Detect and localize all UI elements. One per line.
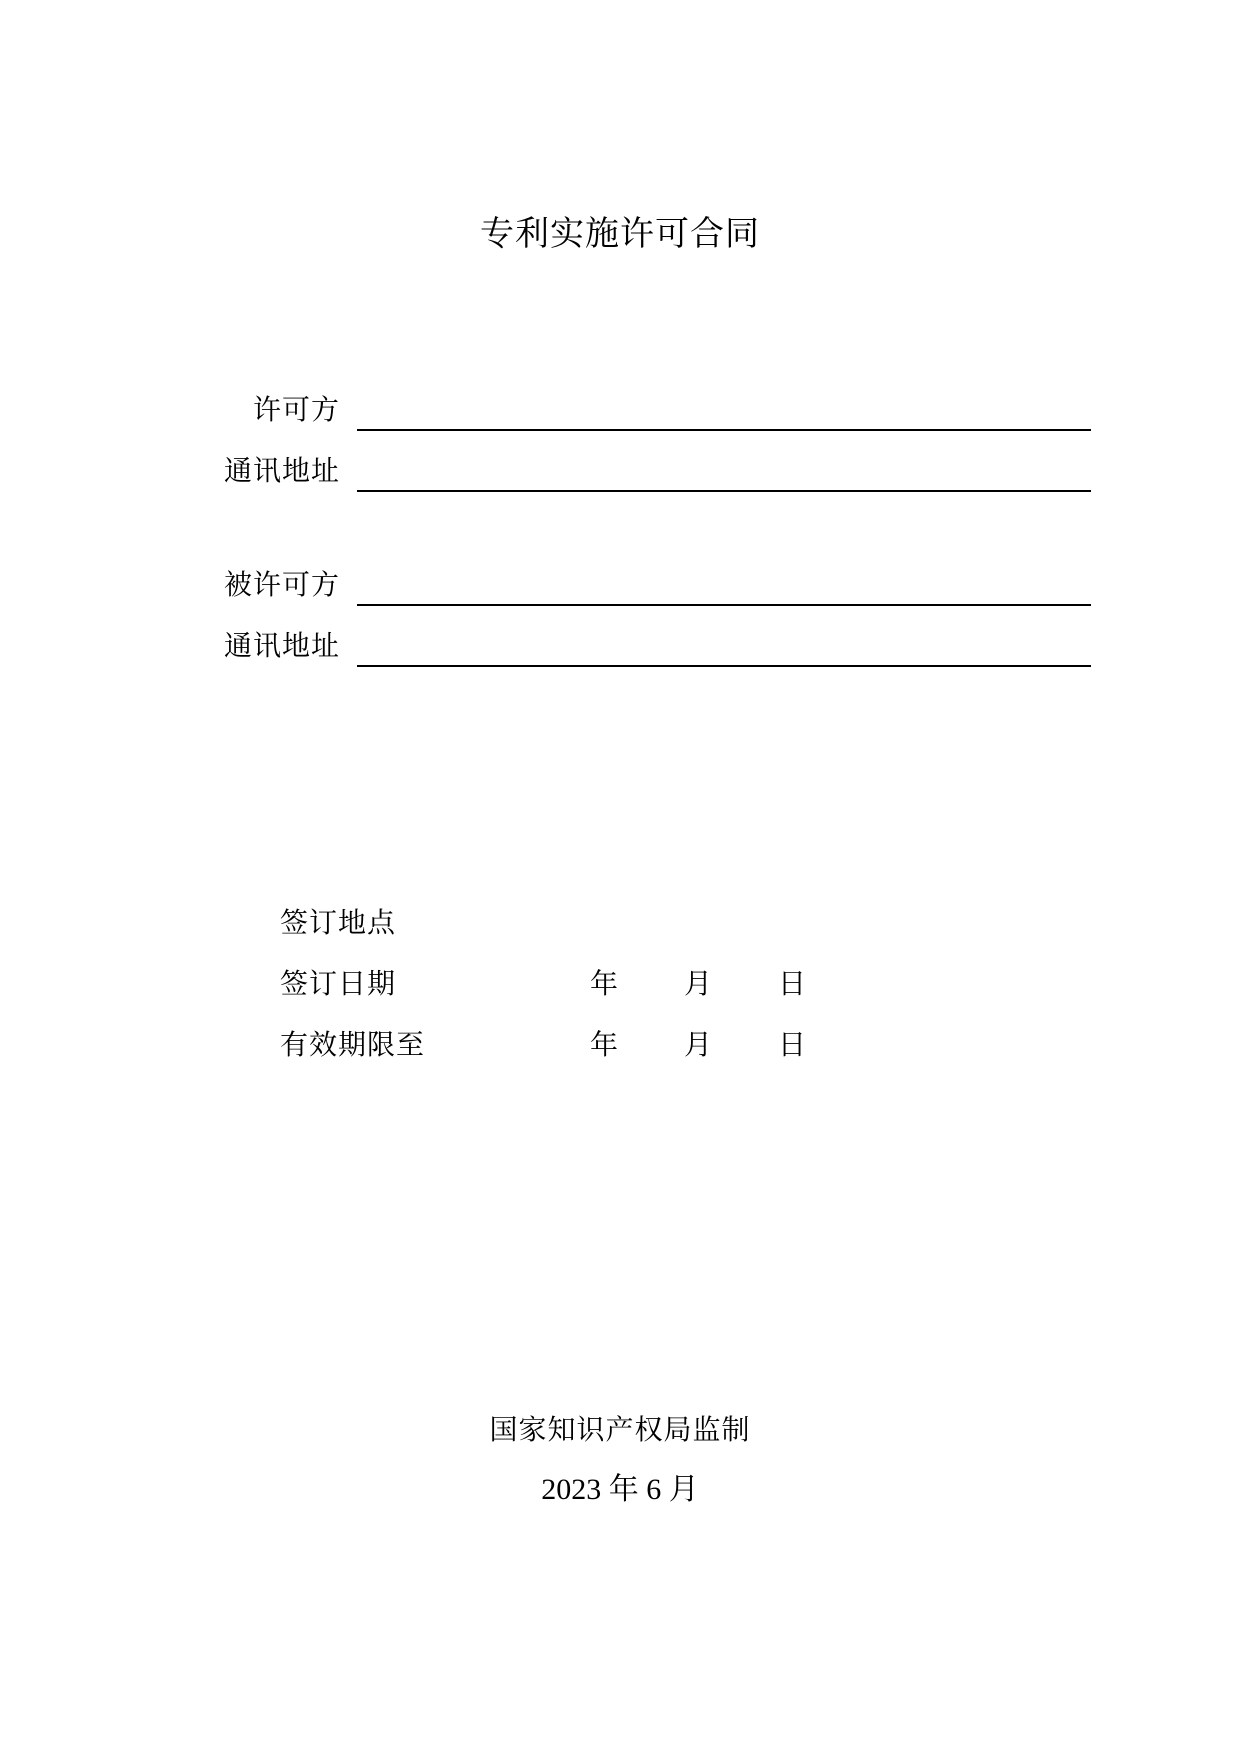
edition-date: 2023 年 6 月 xyxy=(541,1473,699,1506)
signing-place-label: 签订地点 xyxy=(280,908,397,939)
valid-until-row xyxy=(0,1026,1240,1066)
licensee-address-field[interactable] xyxy=(357,665,1091,667)
valid-year-unit: 年 xyxy=(590,1030,619,1061)
valid-day-unit: 日 xyxy=(778,1030,807,1061)
signing-date-row xyxy=(0,965,1240,1005)
signing-place-row xyxy=(0,904,1240,944)
licensor-address-label: 通讯地址 xyxy=(223,456,340,487)
licensor-field[interactable] xyxy=(357,429,1091,431)
licensor-row xyxy=(0,387,1240,431)
licensor-address-row xyxy=(0,448,1240,492)
licensor-label: 许可方 xyxy=(252,395,340,426)
licensee-row xyxy=(0,562,1240,606)
issuer-text: 国家知识产权局监制 xyxy=(489,1413,751,1446)
licensor-address-field[interactable] xyxy=(357,490,1091,492)
valid-until-label: 有效期限至 xyxy=(280,1030,426,1061)
signing-date-label: 签订日期 xyxy=(280,969,397,1000)
licensee-label: 被许可方 xyxy=(223,570,340,601)
licensee-field[interactable] xyxy=(357,604,1091,606)
signing-year-unit: 年 xyxy=(590,969,619,1000)
licensee-address-label: 通讯地址 xyxy=(223,631,340,662)
signing-day-unit: 日 xyxy=(778,969,807,1000)
valid-month-unit: 月 xyxy=(684,1030,713,1061)
document-title: 专利实施许可合同 xyxy=(480,214,760,254)
signing-month-unit: 月 xyxy=(684,969,713,1000)
licensee-address-row xyxy=(0,623,1240,667)
